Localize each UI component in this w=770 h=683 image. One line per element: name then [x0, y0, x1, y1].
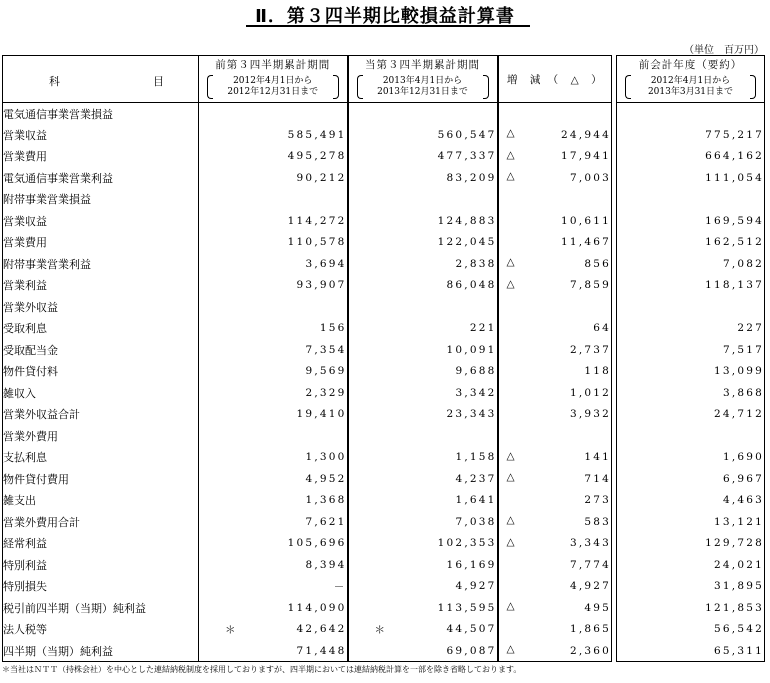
curr-value: 10,091 — [348, 339, 498, 361]
fy-value: 56,542 — [617, 619, 765, 641]
header-kamoku-left: 科 — [49, 75, 60, 88]
row-label: 営業外費用 — [3, 425, 199, 447]
table-row — [3, 404, 765, 426]
diff-value: 3,343 △ — [498, 533, 612, 555]
prev-value: 7,621 — [199, 511, 348, 533]
asterisk-mark: ＊ — [225, 623, 236, 636]
table-row — [3, 597, 765, 619]
curr-value: 7,038 — [348, 511, 498, 533]
curr-value: 221 — [348, 318, 498, 340]
curr-value: 124,883 — [348, 210, 498, 232]
negative-delta-icon: △ — [506, 449, 515, 462]
curr-value: 2,838 — [348, 253, 498, 275]
prev-value: 71,448 — [199, 640, 348, 662]
row-label: 法人税等 — [3, 619, 199, 641]
negative-delta-icon: △ — [506, 514, 515, 526]
fy-value: 13,099 — [617, 361, 765, 383]
row-label: 営業収益 — [3, 210, 199, 232]
curr-value: 16,169 — [348, 554, 498, 576]
table-row — [3, 554, 765, 576]
diff-value — [498, 296, 612, 318]
header-curr-range-start: 2013年4月1日から — [382, 75, 463, 86]
negative-delta-icon: △ — [506, 170, 515, 182]
prev-value — [199, 425, 348, 447]
curr-value — [348, 189, 498, 211]
fy-value: 118,137 — [617, 275, 765, 297]
table-row — [3, 490, 765, 512]
prev-value — [199, 189, 348, 211]
table-row — [3, 576, 765, 598]
negative-delta-icon: △ — [506, 256, 515, 268]
table-row — [3, 146, 765, 168]
negative-delta-icon: △ — [506, 277, 515, 290]
row-label: 営業収益 — [3, 124, 199, 146]
row-label: 特別損失 — [3, 576, 199, 598]
fy-value: 162,512 — [617, 232, 765, 254]
table-row — [3, 640, 765, 662]
fy-value: 664,162 — [617, 146, 765, 168]
row-label: 雑支出 — [3, 490, 199, 512]
curr-value: 4,927 — [348, 576, 498, 598]
prev-value: 9,569 — [199, 361, 348, 383]
curr-value — [348, 296, 498, 318]
title-underline — [246, 25, 530, 27]
curr-value: 83,209 — [348, 167, 498, 189]
prev-value: 42,642 ＊ — [199, 619, 348, 641]
curr-value: 477,337 — [348, 146, 498, 168]
diff-value — [498, 103, 612, 125]
header-prev-range-end: 2012年12月31日まで — [227, 86, 319, 97]
negative-delta-icon: △ — [506, 643, 515, 655]
diff-value — [498, 425, 612, 447]
diff-value — [498, 189, 612, 211]
diff-value: 2,737 — [498, 339, 612, 361]
row-label: 附帯事業営業損益 — [3, 189, 199, 211]
header-fy-range-start: 2012年4月1日から — [650, 75, 731, 86]
diff-value: 4,927 — [498, 576, 612, 598]
prev-value — [199, 103, 348, 125]
row-label: 特別利益 — [3, 554, 199, 576]
table-row — [3, 275, 765, 297]
fy-value: 4,463 — [617, 490, 765, 512]
table-row — [3, 382, 765, 404]
prev-value: 90,212 — [199, 167, 348, 189]
prev-value: 585,491 — [199, 124, 348, 146]
row-label: 営業利益 — [3, 275, 199, 297]
header-prev-title: 前第３四半期累計期間 — [215, 59, 331, 72]
fy-value: 24,021 — [617, 554, 765, 576]
diff-value: 24,944 △ — [498, 124, 612, 146]
prev-value: 3,694 — [199, 253, 348, 275]
curr-value: 122,045 — [348, 232, 498, 254]
fy-value: 227 — [617, 318, 765, 340]
header-fy-title: 前会計年度（要約） — [638, 59, 743, 72]
diff-value: 2,360 △ — [498, 640, 612, 662]
income-statement-table — [2, 55, 765, 662]
prev-value: 495,278 — [199, 146, 348, 168]
prev-value — [199, 296, 348, 318]
curr-value: 102,353 — [348, 533, 498, 555]
row-label: 営業外収益合計 — [3, 404, 199, 426]
fy-value: 6,967 — [617, 468, 765, 490]
negative-delta-icon: △ — [506, 471, 515, 483]
header-diff: 増 減 （ △ ） — [498, 56, 612, 103]
curr-value: 9,688 — [348, 361, 498, 383]
diff-value: 7,774 — [498, 554, 612, 576]
curr-value: 44,507 ＊ — [348, 619, 498, 641]
fy-value: 65,311 — [617, 640, 765, 662]
negative-delta-icon: △ — [506, 535, 515, 548]
curr-value: 1,158 — [348, 447, 498, 469]
table-row — [3, 210, 765, 232]
prev-value: 156 — [199, 318, 348, 340]
curr-value — [348, 103, 498, 125]
fy-value: 31,895 — [617, 576, 765, 598]
fy-value — [617, 296, 765, 318]
row-label: 四半期（当期）純利益 — [3, 640, 199, 662]
fy-value: 169,594 — [617, 210, 765, 232]
table-row — [3, 232, 765, 254]
fy-value: 13,121 — [617, 511, 765, 533]
header-kamoku — [3, 56, 199, 103]
table-row — [3, 468, 765, 490]
diff-value: 583 △ — [498, 511, 612, 533]
table-row — [3, 167, 765, 189]
asterisk-mark: ＊ — [374, 623, 385, 636]
curr-value: 113,595 — [348, 597, 498, 619]
fy-value: 7,517 — [617, 339, 765, 361]
diff-value: 273 — [498, 490, 612, 512]
diff-value: 714 △ — [498, 468, 612, 490]
diff-value: 11,467 — [498, 232, 612, 254]
page-title: Ⅱ．第３四半期比較損益計算書 — [255, 6, 515, 27]
table-row — [3, 447, 765, 469]
negative-delta-icon: △ — [506, 127, 515, 139]
row-label: 受取配当金 — [3, 339, 199, 361]
diff-value: 10,611 — [498, 210, 612, 232]
table-row — [3, 361, 765, 383]
negative-delta-icon: △ — [506, 600, 515, 612]
diff-value: 7,003 △ — [498, 167, 612, 189]
footnote: ＊当社はＮＴＴ（持株会社）を中心とした連結納税制度を採用しておりますが、四半期においては連結納税計算を一部を除き省略しております。 — [2, 665, 522, 674]
prev-value: － — [199, 576, 348, 598]
fy-value: 111,054 — [617, 167, 765, 189]
fy-value — [617, 103, 765, 125]
header-prev-period — [199, 56, 348, 103]
diff-value: 1,012 — [498, 382, 612, 404]
diff-value: 7,859 △ — [498, 275, 612, 297]
header-fy-range-end: 2013年3月31日まで — [647, 86, 734, 97]
prev-value: 93,907 — [199, 275, 348, 297]
fy-value: 129,728 — [617, 533, 765, 555]
fy-value: 3,868 — [617, 382, 765, 404]
negative-delta-icon: △ — [506, 148, 515, 161]
curr-value: 23,343 — [348, 404, 498, 426]
prev-value: 105,696 — [199, 533, 348, 555]
curr-value: 86,048 — [348, 275, 498, 297]
fy-value — [617, 189, 765, 211]
header-kamoku-right: 目 — [153, 75, 164, 88]
fy-value — [617, 425, 765, 447]
row-label: 附帯事業営業利益 — [3, 253, 199, 275]
row-label: 営業費用 — [3, 146, 199, 168]
table-row — [3, 425, 765, 447]
curr-value: 1,641 — [348, 490, 498, 512]
diff-value: 856 △ — [498, 253, 612, 275]
header-curr-period — [348, 56, 498, 103]
header-prev-range-start: 2012年4月1日から — [233, 75, 313, 86]
row-label: 営業外費用合計 — [3, 511, 199, 533]
table-row — [3, 511, 765, 533]
fy-value: 1,690 — [617, 447, 765, 469]
row-label: 営業外収益 — [3, 296, 199, 318]
curr-value: 3,342 — [348, 382, 498, 404]
row-label: 電気通信事業営業利益 — [3, 167, 199, 189]
table-row — [3, 189, 765, 211]
row-label: 物件貸付費用 — [3, 468, 199, 490]
prev-value: 8,394 — [199, 554, 348, 576]
header-curr-range — [357, 76, 489, 98]
row-label: 物件貸付料 — [3, 361, 199, 383]
table-row — [3, 619, 765, 641]
diff-value: 1,865 — [498, 619, 612, 641]
table-row — [3, 339, 765, 361]
prev-value: 114,272 — [199, 210, 348, 232]
curr-value: 560,547 — [348, 124, 498, 146]
row-label: 電気通信事業営業損益 — [3, 103, 199, 125]
diff-value: 64 — [498, 318, 612, 340]
diff-value: 118 — [498, 361, 612, 383]
fy-value: 7,082 — [617, 253, 765, 275]
header-fy — [617, 56, 765, 103]
prev-value: 114,090 — [199, 597, 348, 619]
diff-value: 17,941 △ — [498, 146, 612, 168]
unit-label: （単位 百万円） — [684, 45, 764, 56]
table-row — [3, 318, 765, 340]
row-label: 雑収入 — [3, 382, 199, 404]
table-row — [3, 103, 765, 125]
table-row — [3, 296, 765, 318]
fy-value: 121,853 — [617, 597, 765, 619]
prev-value: 1,300 — [199, 447, 348, 469]
diff-value: 495 △ — [498, 597, 612, 619]
diff-value: 3,932 — [498, 404, 612, 426]
row-label: 営業費用 — [3, 232, 199, 254]
fy-value: 24,712 — [617, 404, 765, 426]
table-row — [3, 533, 765, 555]
header-curr-range-end: 2013年12月31日まで — [377, 86, 468, 97]
fy-value: 775,217 — [617, 124, 765, 146]
curr-value — [348, 425, 498, 447]
header-prev-range — [207, 76, 339, 98]
curr-value: 4,237 — [348, 468, 498, 490]
prev-value: 2,329 — [199, 382, 348, 404]
table-row — [3, 253, 765, 275]
prev-value: 4,952 — [199, 468, 348, 490]
row-label: 支払利息 — [3, 447, 199, 469]
prev-value: 7,354 — [199, 339, 348, 361]
header-curr-title: 当第３四半期累計期間 — [365, 59, 480, 72]
prev-value: 110,578 — [199, 232, 348, 254]
row-label: 経常利益 — [3, 533, 199, 555]
row-label: 税引前四半期（当期）純利益 — [3, 597, 199, 619]
table-row — [3, 124, 765, 146]
diff-value: 141 △ — [498, 447, 612, 469]
prev-value: 1,368 — [199, 490, 348, 512]
prev-value: 19,410 — [199, 404, 348, 426]
curr-value: 69,087 — [348, 640, 498, 662]
header-fy-range — [625, 76, 756, 98]
row-label: 受取利息 — [3, 318, 199, 340]
